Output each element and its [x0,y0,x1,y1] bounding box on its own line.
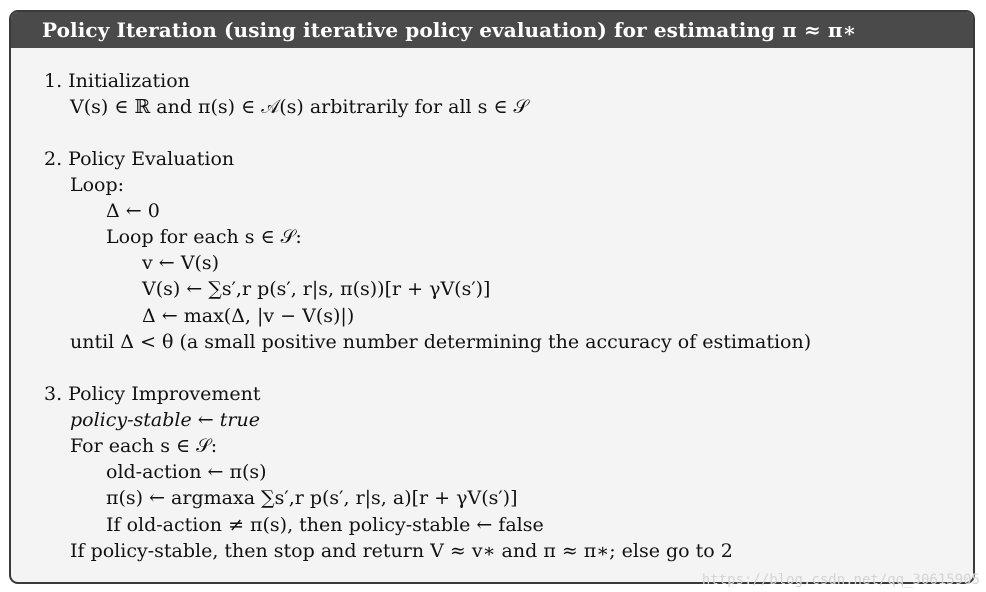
step-3-for-each-line: For each s ∈ 𝒮: [70,435,218,457]
step-1-heading: 1. Initialization [44,70,190,92]
step-3-return-line: If policy-stable, then stop and return V ≈ v∗ and π ≈ π∗; else go to 2 [70,540,733,562]
step-3-if-line: If old-action ≠ π(s), then policy-stable ← false [106,514,544,536]
step-3-argmax-line: π(s) ← argmaxa ∑s′,r p(s′, r|s, a)[r + γV(s′)] [106,487,518,509]
step-2-loop-each-line: Loop for each s ∈ 𝒮: [106,226,302,248]
step-2-heading: 2. Policy Evaluation [44,148,235,170]
step-2-delta-max-line: Δ ← max(Δ, |v − V(s)|) [142,305,355,327]
step-2-v-assign-line: v ← V(s) [142,252,220,274]
algorithm-title-bar [11,12,973,48]
watermark: https://blog.csdn.net/qq_30615905 [701,572,980,588]
step-2-delta-init-line: Δ ← 0 [106,200,160,222]
step-2-loop-line: Loop: [70,174,125,196]
algorithm-title: Policy Iteration (using iterative policy evaluation) for estimating π ≈ π∗ [42,18,857,42]
step-2-bellman-line: V(s) ← ∑s′,r p(s′, r|s, π(s))[r + γV(s′)] [142,278,491,300]
step-3-old-action-line: old-action ← π(s) [106,461,267,483]
step-1-init-line: V(s) ∈ ℝ and π(s) ∈ 𝒜(s) arbitrarily for all s ∈ 𝒮 [70,96,529,118]
algorithm-box [9,10,975,584]
step-3-policy-stable-line: policy-stable ← true [70,409,260,431]
step-2-until-line: until Δ < θ (a small positive number determining the accuracy of estimation) [70,331,812,353]
step-3-heading: 3. Policy Improvement [44,383,261,405]
